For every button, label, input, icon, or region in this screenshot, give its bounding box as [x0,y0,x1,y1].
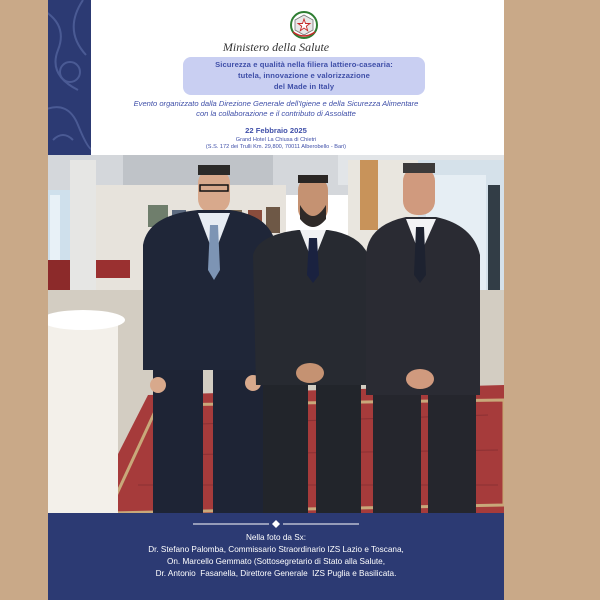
event-photo [48,155,504,513]
photo-caption [48,513,504,600]
news-card [48,0,504,600]
event-organizer-line-2: con la collaborazione e il contributo di Assolatte [196,109,356,118]
event-title-line-2: tutela, innovazione e valorizzazione [238,71,370,80]
ornament-divider-icon [193,520,359,528]
event-header [48,0,504,155]
republic-emblem-icon [289,10,319,40]
event-title-line-1: Sicurezza e qualità nella filiera lattiero-casearia: [215,60,393,69]
caption-person-1: Dr. Stefano Palomba, Commissario Straordinario IZS Lazio e Toscana, [148,545,404,554]
event-title-box [183,57,425,95]
event-title-line-3: del Made in Italy [273,82,335,91]
caption-person-2: On. Marcello Gemmato (Sottosegretario di Stato alla Salute, [167,557,385,566]
event-venue-name: Grand Hotel La Chiusa di Chietri [235,137,317,143]
caption-intro: Nella foto da Sx: [245,533,307,542]
caption-person-3: Dr. Antonio Fasanella, Direttore Generale IZS Puglia e Basilicata. [155,569,397,578]
event-date: 22 Febbraio 2025 [245,126,307,135]
event-venue-address: (S.S. 172 dei Trulli Km. 29,800, 70011 Alberobello - Bari) [205,144,347,150]
ministry-name: Ministero della Salute [222,40,330,54]
event-organizer-line-1: Evento organizzato dalla Direzione Generale dell'Igiene e della Sicurezza Alimentare [133,99,419,108]
